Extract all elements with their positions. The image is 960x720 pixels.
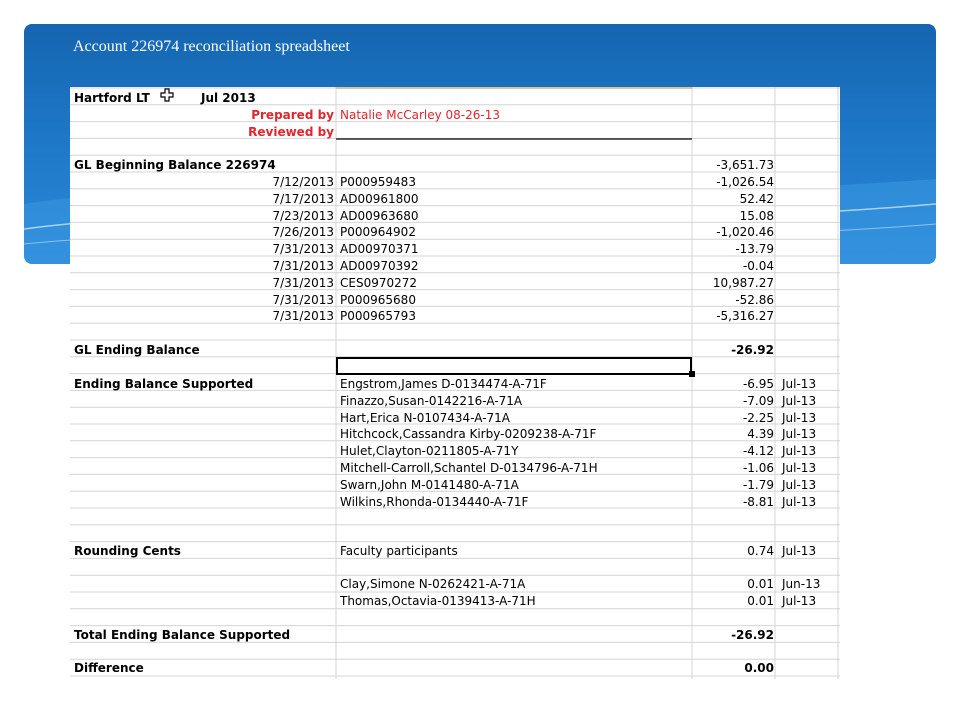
transaction-ref: P000965793: [340, 309, 416, 323]
beginning-balance-amount: -3,651.73: [716, 158, 774, 172]
supported-name: Swarn,John M-0141480-A-71A: [340, 478, 519, 492]
prepared-by-value: Natalie McCarley 08-26-13: [340, 108, 500, 122]
supported-month: Jul-13: [782, 478, 817, 492]
transaction-date: 7/26/2013: [272, 225, 334, 239]
supported-name: Mitchell-Carroll,Schantel D-0134796-A-71H: [340, 461, 598, 475]
supported-month: Jul-13: [782, 495, 817, 509]
transaction-amount: -13.79: [735, 242, 774, 256]
transaction-ref: P000959483: [340, 175, 416, 189]
rounding-cents-label: Rounding Cents: [74, 544, 181, 558]
spreadsheet-image: [70, 87, 840, 679]
report-period: Jul 2013: [201, 91, 256, 105]
beginning-balance-label: GL Beginning Balance 226974: [74, 158, 276, 172]
difference-amount: 0.00: [744, 661, 774, 675]
supported-label: Ending Balance Supported: [74, 377, 254, 391]
company-name: Hartford LT: [74, 91, 150, 105]
supported-name: Hart,Erica N-0107434-A-71A: [340, 411, 511, 425]
supported-name: Wilkins,Rhonda-0134440-A-71F: [340, 495, 529, 509]
transaction-ref: P000964902: [340, 225, 416, 239]
transaction-ref: CES0970272: [340, 276, 418, 290]
supported-month: Jul-13: [782, 461, 817, 475]
total-supported-amount: -26.92: [731, 628, 774, 642]
supported-amount: -2.25: [742, 411, 774, 425]
supported-amount: 4.39: [747, 427, 774, 441]
supported-month: Jul-13: [782, 411, 817, 425]
transaction-date: 7/23/2013: [272, 209, 334, 223]
transaction-amount: -1,026.54: [716, 175, 774, 189]
transaction-date: 7/31/2013: [272, 242, 334, 256]
transaction-ref: AD00970392: [340, 259, 419, 273]
rounding-name: Thomas,Octavia-0139413-A-71H: [340, 594, 536, 608]
supported-amount: -8.81: [742, 495, 774, 509]
supported-amount: -6.95: [742, 377, 774, 391]
difference-label: Difference: [74, 661, 144, 675]
supported-amount: -4.12: [742, 444, 774, 458]
reviewed-by-value: [340, 124, 692, 140]
transaction-amount: -1,020.46: [716, 225, 774, 239]
rounding-amount: 0.74: [747, 544, 774, 558]
slide-title: Account 226974 reconciliation spreadsheet: [73, 38, 350, 55]
supported-month: Jul-13: [782, 444, 817, 458]
supported-name: Hitchcock,Cassandra Kirby-0209238-A-71F: [340, 427, 597, 441]
transaction-amount: -0.04: [742, 259, 774, 273]
transaction-amount: 10,987.27: [712, 276, 774, 290]
transaction-ref: AD00961800: [340, 192, 419, 206]
rounding-name: Faculty participants: [340, 544, 458, 558]
total-supported-label: Total Ending Balance Supported: [74, 628, 291, 642]
ending-balance-label: GL Ending Balance: [74, 343, 200, 357]
supported-month: Jul-13: [782, 377, 817, 391]
supported-month: Jul-13: [782, 394, 817, 408]
transaction-amount: 15.08: [739, 209, 774, 223]
rounding-amount: 0.01: [747, 577, 774, 591]
selected-cell[interactable]: [336, 357, 692, 375]
rounding-month: Jul-13: [782, 594, 817, 608]
supported-amount: -1.06: [742, 461, 774, 475]
transaction-ref: P000965680: [340, 293, 416, 307]
transaction-date: 7/31/2013: [272, 276, 334, 290]
transaction-date: 7/31/2013: [272, 259, 334, 273]
transaction-ref: AD00970371: [340, 242, 419, 256]
supported-name: Finazzo,Susan-0142216-A-71A: [340, 394, 523, 408]
supported-name: Hulet,Clayton-0211805-A-71Y: [340, 444, 519, 458]
supported-amount: -1.79: [742, 478, 774, 492]
supported-name: Engstrom,James D-0134474-A-71F: [340, 377, 547, 391]
rounding-amount: 0.01: [747, 594, 774, 608]
ending-balance-amount: -26.92: [731, 343, 774, 357]
transaction-date: 7/31/2013: [272, 293, 334, 307]
transaction-ref: AD00963680: [340, 209, 419, 223]
transaction-amount: 52.42: [739, 192, 774, 206]
rounding-name: Clay,Simone N-0262421-A-71A: [340, 577, 526, 591]
rounding-month: Jul-13: [782, 544, 817, 558]
transaction-date: 7/31/2013: [272, 309, 334, 323]
reviewed-by-label: Reviewed by: [248, 125, 334, 139]
prepared-by-label: Prepared by: [251, 108, 334, 122]
supported-amount: -7.09: [742, 394, 774, 408]
transaction-date: 7/12/2013: [272, 175, 334, 189]
transaction-amount: -52.86: [735, 293, 774, 307]
rounding-month: Jun-13: [782, 577, 821, 591]
supported-month: Jul-13: [782, 427, 817, 441]
transaction-date: 7/17/2013: [272, 192, 334, 206]
transaction-amount: -5,316.27: [716, 309, 774, 323]
